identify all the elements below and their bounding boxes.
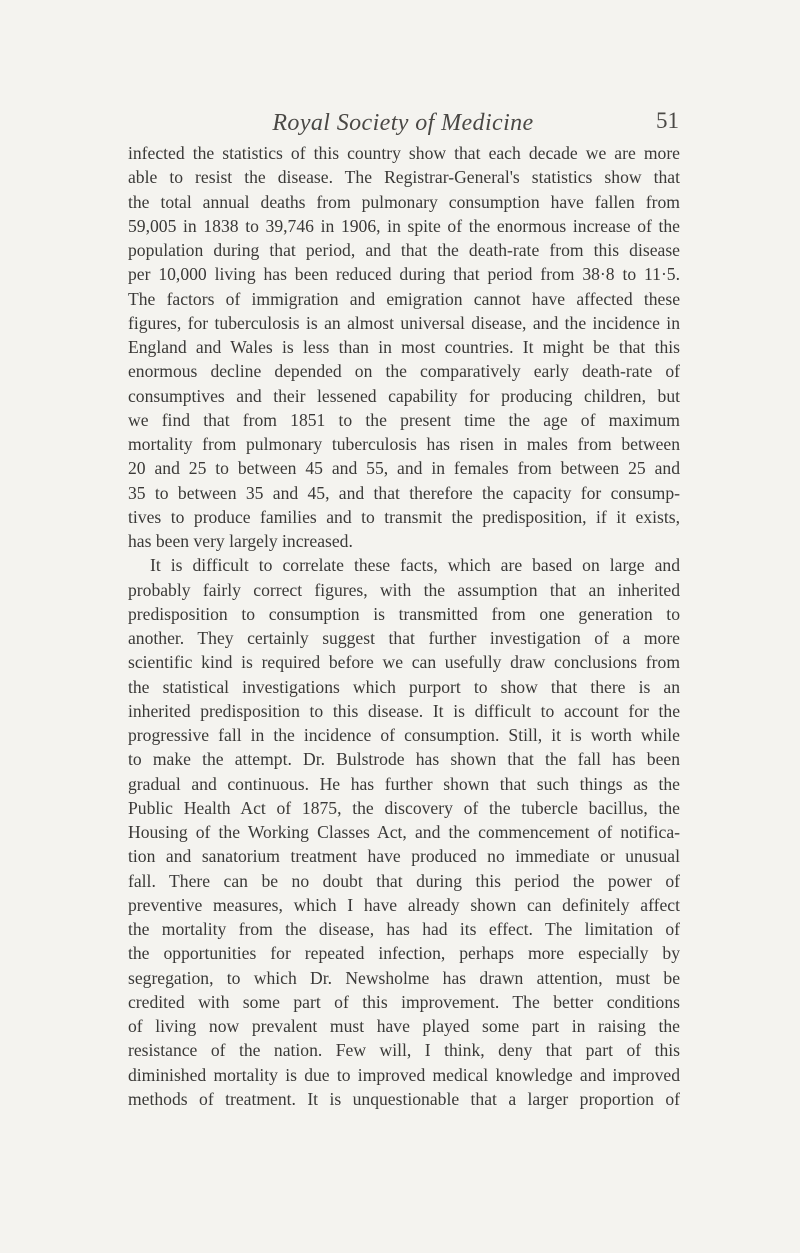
text-line: 59,005 in 1838 to 39,746 in 1906, in spite of the enormous increase of the bbox=[128, 215, 680, 236]
text-line: resistance of the nation. Few will, I think, deny that part of this bbox=[128, 1040, 680, 1061]
text-line: Housing of the Working Classes Act, and the commencement of notifica- bbox=[128, 822, 680, 842]
text-line: we find that from 1851 to the present time the age of maximum bbox=[128, 409, 680, 430]
text-line: diminished mortality is due to improved medical knowledge and improved bbox=[128, 1064, 680, 1085]
page-number: 51 bbox=[656, 108, 679, 133]
text-line: England and Wales is less than in most countries. It might be that this bbox=[128, 337, 680, 357]
text-line: gradual and continuous. He has further shown that such things as the bbox=[128, 773, 680, 794]
text-line: able to resist the disease. The Registrar-General's statistics show that bbox=[128, 167, 680, 188]
paragraph bbox=[128, 141, 680, 553]
text-line: another. They certainly suggest that further investigation of a more bbox=[128, 628, 680, 648]
text-line: the total annual deaths from pulmonary consumption have fallen from bbox=[128, 191, 680, 212]
paragraph bbox=[128, 553, 680, 1111]
text-line: figures, for tuberculosis is an almost universal disease, and the incidence in bbox=[128, 312, 680, 333]
text-line: 20 and 25 to between 45 and 55, and in females from between 25 and bbox=[128, 458, 680, 479]
text-line: tives to produce families and to transmit the predisposition, if it exists, bbox=[128, 506, 680, 527]
text-line: Public Health Act of 1875, the discovery of the tubercle bacillus, the bbox=[128, 797, 680, 818]
text-line: infected the statistics of this country show that each decade we are more bbox=[128, 143, 680, 163]
text-line: mortality from pulmonary tuberculosis has risen in males from between bbox=[128, 434, 680, 454]
text-line: population during that period, and that the death-rate from this disease bbox=[128, 240, 680, 260]
text-line: the statistical investigations which purport to show that there is an bbox=[128, 676, 680, 697]
body-text bbox=[128, 141, 680, 1111]
text-line: of living now prevalent must have played some part in raising the bbox=[128, 1016, 680, 1036]
text-line: enormous decline depended on the comparatively early death-rate of bbox=[128, 361, 680, 382]
text-line: tion and sanatorium treatment have produced no immediate or unusual bbox=[128, 846, 680, 867]
text-line: methods of treatment. It is unquestionable that a larger proportion of bbox=[128, 1088, 680, 1109]
text-line: segregation, to which Dr. Newsholme has drawn attention, must be bbox=[128, 967, 680, 988]
text-line: fall. There can be no doubt that during this period the power of bbox=[128, 870, 680, 891]
text-line: probably fairly correct figures, with the assumption that an inherited bbox=[128, 579, 680, 600]
text-line: It is difficult to correlate these facts, which are based on large and bbox=[150, 555, 680, 576]
text-line: credited with some part of this improvement. The better conditions bbox=[128, 991, 680, 1012]
text-line: the mortality from the disease, has had its effect. The limitation of bbox=[128, 919, 680, 939]
text-line: The factors of immigration and emigration cannot have affected these bbox=[128, 288, 680, 309]
running-title: Royal Society of Medicine bbox=[272, 110, 534, 136]
text-line: per 10,000 living has been reduced during that period from 38·8 to 11·5. bbox=[128, 264, 680, 285]
text-line: inherited predisposition to this disease. It is difficult to account for the bbox=[128, 700, 680, 721]
text-line: consumptives and their lessened capability for producing children, but bbox=[128, 385, 680, 406]
text-line: the opportunities for repeated infection, perhaps more especially by bbox=[128, 943, 680, 964]
text-line: scientific kind is required before we can usefully draw conclusions from bbox=[128, 652, 680, 673]
text-line: to make the attempt. Dr. Bulstrode has shown that the fall has been bbox=[128, 749, 680, 770]
text-line: 35 to between 35 and 45, and that therefore the capacity for consump- bbox=[128, 482, 680, 503]
text-line: progressive fall in the incidence of consumption. Still, it is worth while bbox=[128, 725, 680, 745]
text-line: has been very largely increased. bbox=[128, 531, 353, 551]
text-line: predisposition to consumption is transmitted from one generation to bbox=[128, 603, 680, 624]
text-line: preventive measures, which I have already shown can definitely affect bbox=[128, 894, 680, 915]
